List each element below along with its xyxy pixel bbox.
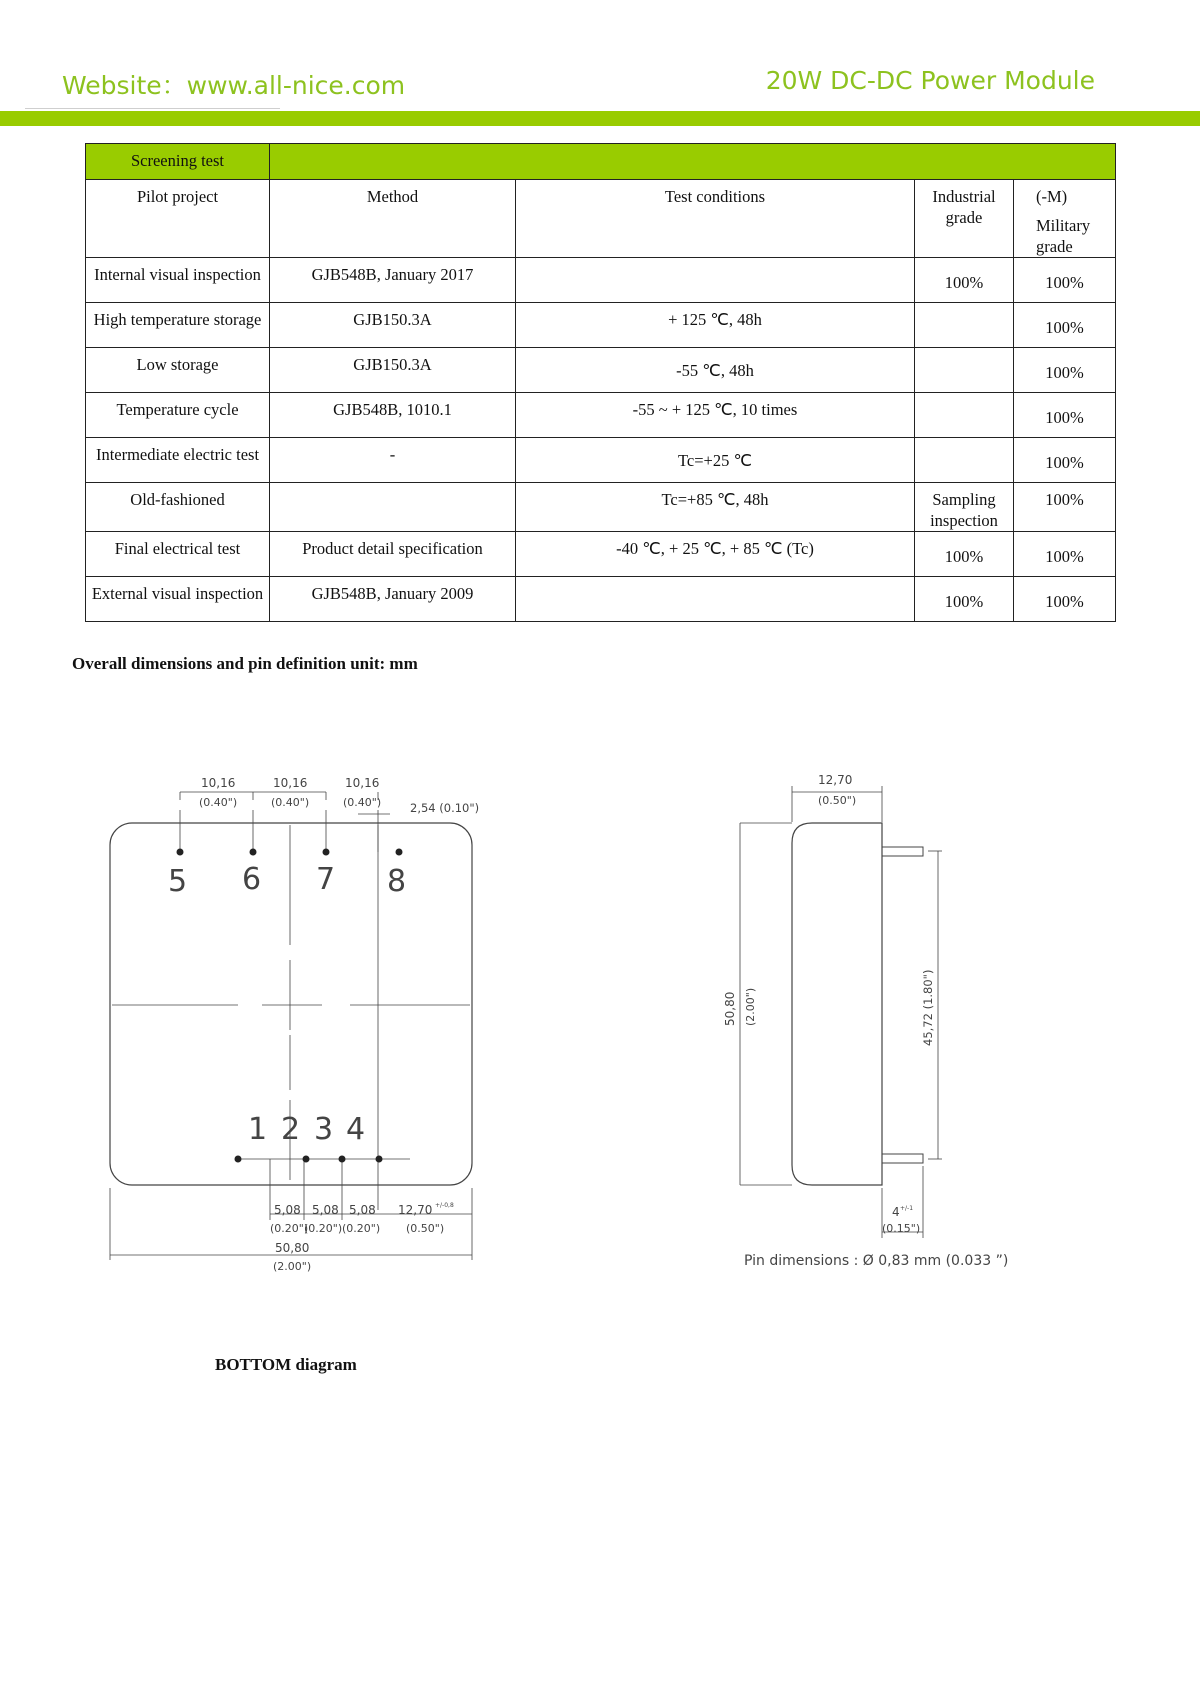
row-military-grade: 100% bbox=[1014, 438, 1116, 483]
dim-bottom-pitch-in-2: (0.20") bbox=[304, 1222, 343, 1235]
dim-width-in: (2.00") bbox=[273, 1260, 312, 1273]
row-military-grade: 100% bbox=[1014, 483, 1116, 532]
dim-offset: 2,54 (0.10") bbox=[410, 801, 480, 815]
pin-label-4: 4 bbox=[346, 1112, 366, 1147]
row-project: Intermediate electric test bbox=[86, 438, 270, 483]
side-dim-depth: 12,70 bbox=[818, 773, 853, 787]
section-title: Overall dimensions and pin definition unit: mm bbox=[72, 654, 418, 673]
row-industrial-grade bbox=[915, 438, 1014, 483]
row-project: Old-fashioned bbox=[86, 483, 270, 532]
table-title: Screening test bbox=[86, 144, 270, 180]
row-industrial-grade bbox=[915, 348, 1014, 393]
pin-label-5: 5 bbox=[168, 864, 188, 899]
row-conditions: Tc=+85 ℃, 48h bbox=[516, 483, 915, 532]
row-conditions bbox=[516, 258, 915, 303]
side-dim-depth-in: (0.50") bbox=[818, 794, 857, 807]
row-industrial-grade: 100% bbox=[915, 258, 1014, 303]
dim-bottom-pitch-in-1: (0.20") bbox=[270, 1222, 309, 1235]
row-industrial-grade: 100% bbox=[915, 577, 1014, 622]
row-project: Internal visual inspection bbox=[86, 258, 270, 303]
dim-top-pitch-in-3: (0.40") bbox=[343, 796, 382, 809]
row-conditions: -55 ~ + 125 ℃, 10 times bbox=[516, 393, 915, 438]
pin-label-8: 8 bbox=[387, 864, 407, 899]
product-title: 20W DC-DC Power Module bbox=[765, 66, 1095, 95]
dim-edge-in: (0.50") bbox=[406, 1222, 445, 1235]
side-view-drawing bbox=[720, 770, 1020, 1280]
table-row bbox=[86, 532, 1116, 577]
pin-label-1: 1 bbox=[248, 1112, 268, 1147]
row-industrial-grade: 100% bbox=[915, 532, 1014, 577]
pin-dimensions-note: Pin dimensions : Ø 0,83 mm (0.033 ”) bbox=[744, 1253, 1009, 1269]
side-dim-pin-len-in: (0.15") bbox=[882, 1222, 921, 1235]
row-method: GJB548B, January 2009 bbox=[270, 577, 516, 622]
row-method: GJB150.3A bbox=[270, 348, 516, 393]
dim-top-pitch-1: 10,16 bbox=[201, 776, 236, 790]
table-body bbox=[86, 258, 1116, 622]
bottom-view-drawing bbox=[90, 770, 490, 1285]
military-code: (-M) bbox=[1036, 187, 1068, 206]
table-row bbox=[86, 438, 1116, 483]
header-green-bar bbox=[0, 111, 1200, 126]
row-method: Product detail specification bbox=[270, 532, 516, 577]
side-dim-height: 50,80 bbox=[723, 991, 737, 1026]
row-project: Final electrical test bbox=[86, 532, 270, 577]
table-row bbox=[86, 303, 1116, 348]
dim-edge: 12,70 bbox=[398, 1203, 433, 1217]
row-military-grade: 100% bbox=[1014, 348, 1116, 393]
row-project: High temperature storage bbox=[86, 303, 270, 348]
row-industrial-grade: Sampling inspection bbox=[915, 483, 1014, 532]
row-conditions: -40 ℃, + 25 ℃, + 85 ℃ (Tc) bbox=[516, 532, 915, 577]
header-military-grade bbox=[1014, 180, 1116, 258]
row-military-grade: 100% bbox=[1014, 303, 1116, 348]
website-label: Website：www.all-nice.com bbox=[62, 71, 406, 100]
table-row bbox=[86, 577, 1116, 622]
row-project: External visual inspection bbox=[86, 577, 270, 622]
dim-width: 50,80 bbox=[275, 1241, 310, 1255]
pin-label-7: 7 bbox=[316, 862, 336, 897]
header-method: Method bbox=[270, 180, 516, 258]
pin-label-6: 6 bbox=[242, 862, 262, 897]
pin-label-2: 2 bbox=[281, 1112, 301, 1147]
row-military-grade: 100% bbox=[1014, 393, 1116, 438]
row-conditions: Tc=+25 ℃ bbox=[516, 438, 915, 483]
row-industrial-grade bbox=[915, 393, 1014, 438]
row-military-grade: 100% bbox=[1014, 532, 1116, 577]
header-industrial-grade: Industrial grade bbox=[915, 180, 1014, 258]
row-conditions: -55 ℃, 48h bbox=[516, 348, 915, 393]
bottom-diagram-caption: BOTTOM diagram bbox=[215, 1355, 357, 1374]
dim-bottom-pitch-3: 5,08 bbox=[349, 1203, 376, 1217]
table-row bbox=[86, 483, 1116, 532]
dim-top-pitch-3: 10,16 bbox=[345, 776, 380, 790]
side-dim-pin-span: 45,72 (1.80") bbox=[921, 969, 935, 1046]
military-grade-label: Military grade bbox=[1036, 216, 1091, 256]
row-method bbox=[270, 483, 516, 532]
dim-top-pitch-in-1: (0.40") bbox=[199, 796, 238, 809]
screening-test-table bbox=[85, 143, 1116, 622]
table-row bbox=[86, 348, 1116, 393]
header-rule bbox=[25, 108, 280, 109]
dim-bottom-pitch-1: 5,08 bbox=[274, 1203, 301, 1217]
dim-edge-tol: +/-0,8 bbox=[435, 1202, 454, 1209]
table-row bbox=[86, 393, 1116, 438]
dim-top-pitch-in-2: (0.40") bbox=[271, 796, 310, 809]
row-project: Temperature cycle bbox=[86, 393, 270, 438]
dim-bottom-pitch-2: 5,08 bbox=[312, 1203, 339, 1217]
header-test-conditions: Test conditions bbox=[516, 180, 915, 258]
row-conditions: + 125 ℃, 48h bbox=[516, 303, 915, 348]
row-project: Low storage bbox=[86, 348, 270, 393]
dim-top-pitch-2: 10,16 bbox=[273, 776, 308, 790]
pin-label-3: 3 bbox=[314, 1112, 334, 1147]
row-military-grade: 100% bbox=[1014, 258, 1116, 303]
table-title-fill bbox=[270, 144, 1116, 180]
header-pilot-project: Pilot project bbox=[86, 180, 270, 258]
row-military-grade: 100% bbox=[1014, 577, 1116, 622]
row-conditions bbox=[516, 577, 915, 622]
dim-bottom-pitch-in-3: (0.20") bbox=[342, 1222, 381, 1235]
row-method: - bbox=[270, 438, 516, 483]
side-dim-pin-len: 4 bbox=[892, 1205, 900, 1219]
row-method: GJB150.3A bbox=[270, 303, 516, 348]
side-dim-pin-len-tol: +/-1 bbox=[900, 1205, 914, 1212]
row-industrial-grade bbox=[915, 303, 1014, 348]
table-row bbox=[86, 258, 1116, 303]
row-method: GJB548B, 1010.1 bbox=[270, 393, 516, 438]
row-method: GJB548B, January 2017 bbox=[270, 258, 516, 303]
side-dim-height-in: (2.00") bbox=[744, 987, 757, 1026]
